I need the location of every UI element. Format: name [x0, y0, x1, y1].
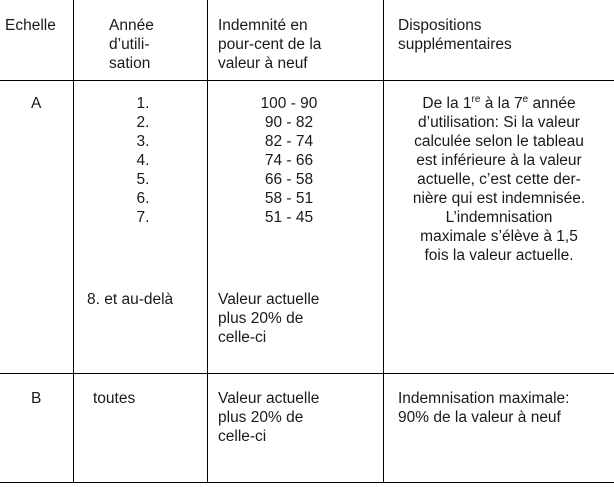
percentage-range: 90 - 82 — [264, 114, 314, 131]
row-a-beyond-value: Valeur actuelle plus 20% de celle-ci — [218, 291, 320, 346]
row-a-notes — [388, 94, 610, 265]
note-line: fois la valeur actuelle. — [424, 247, 574, 264]
row-b-echelle: B — [31, 390, 42, 407]
year: 6. — [136, 190, 150, 207]
header-divider — [0, 80, 614, 81]
percentage-range: 58 - 51 — [264, 190, 314, 207]
column-divider-2 — [207, 0, 208, 483]
year: 3. — [136, 133, 150, 150]
note-line: nière qui est indemnisée. — [412, 190, 586, 207]
note-line: calculée selon le tableau — [414, 133, 584, 150]
row-divider — [0, 373, 614, 374]
header-echelle: Echelle — [5, 17, 56, 34]
row-a-years — [130, 94, 156, 227]
table-bottom-border — [0, 482, 614, 483]
year: 4. — [136, 152, 150, 169]
year: 2. — [136, 114, 150, 131]
note-line: maximale s’élève à 1,5 — [420, 228, 578, 245]
year: 1. — [136, 95, 150, 112]
row-a-percentages — [243, 94, 335, 227]
percentage-range: 51 - 45 — [264, 209, 314, 226]
note-line: L’indemnisation — [445, 209, 553, 226]
percentage-range: 66 - 58 — [264, 171, 314, 188]
note-line: d’utilisation: Si la valeur — [418, 114, 580, 131]
row-a-beyond-label: 8. et au-delà — [87, 291, 174, 308]
row-b-value: Valeur actuelle plus 20% de celle-ci — [218, 390, 320, 445]
row-b-notes: Indemnisation maximale: 90% de la valeur à neuf — [398, 390, 570, 426]
percentage-range: 100 - 90 — [260, 95, 318, 112]
row-b-years: toutes — [93, 390, 136, 407]
percentage-range: 74 - 66 — [264, 152, 314, 169]
header-annee: Année d’utili- sation — [109, 17, 154, 72]
header-indemnite: Indemnité en pour-cent de la valeur à neuf — [218, 17, 322, 72]
percentage-range: 82 - 74 — [264, 133, 314, 150]
row-a-echelle: A — [31, 95, 42, 112]
year: 5. — [136, 171, 150, 188]
note-line: actuelle, c’est cette der- — [417, 171, 581, 188]
note-line: est inférieure à la valeur — [416, 152, 582, 169]
note-line: De la 1re à la 7e année — [422, 94, 576, 112]
year: 7. — [136, 209, 150, 226]
header-dispositions: Dispositions supplémentaires — [398, 17, 512, 53]
column-divider-1 — [73, 0, 74, 483]
column-divider-3 — [383, 0, 384, 483]
